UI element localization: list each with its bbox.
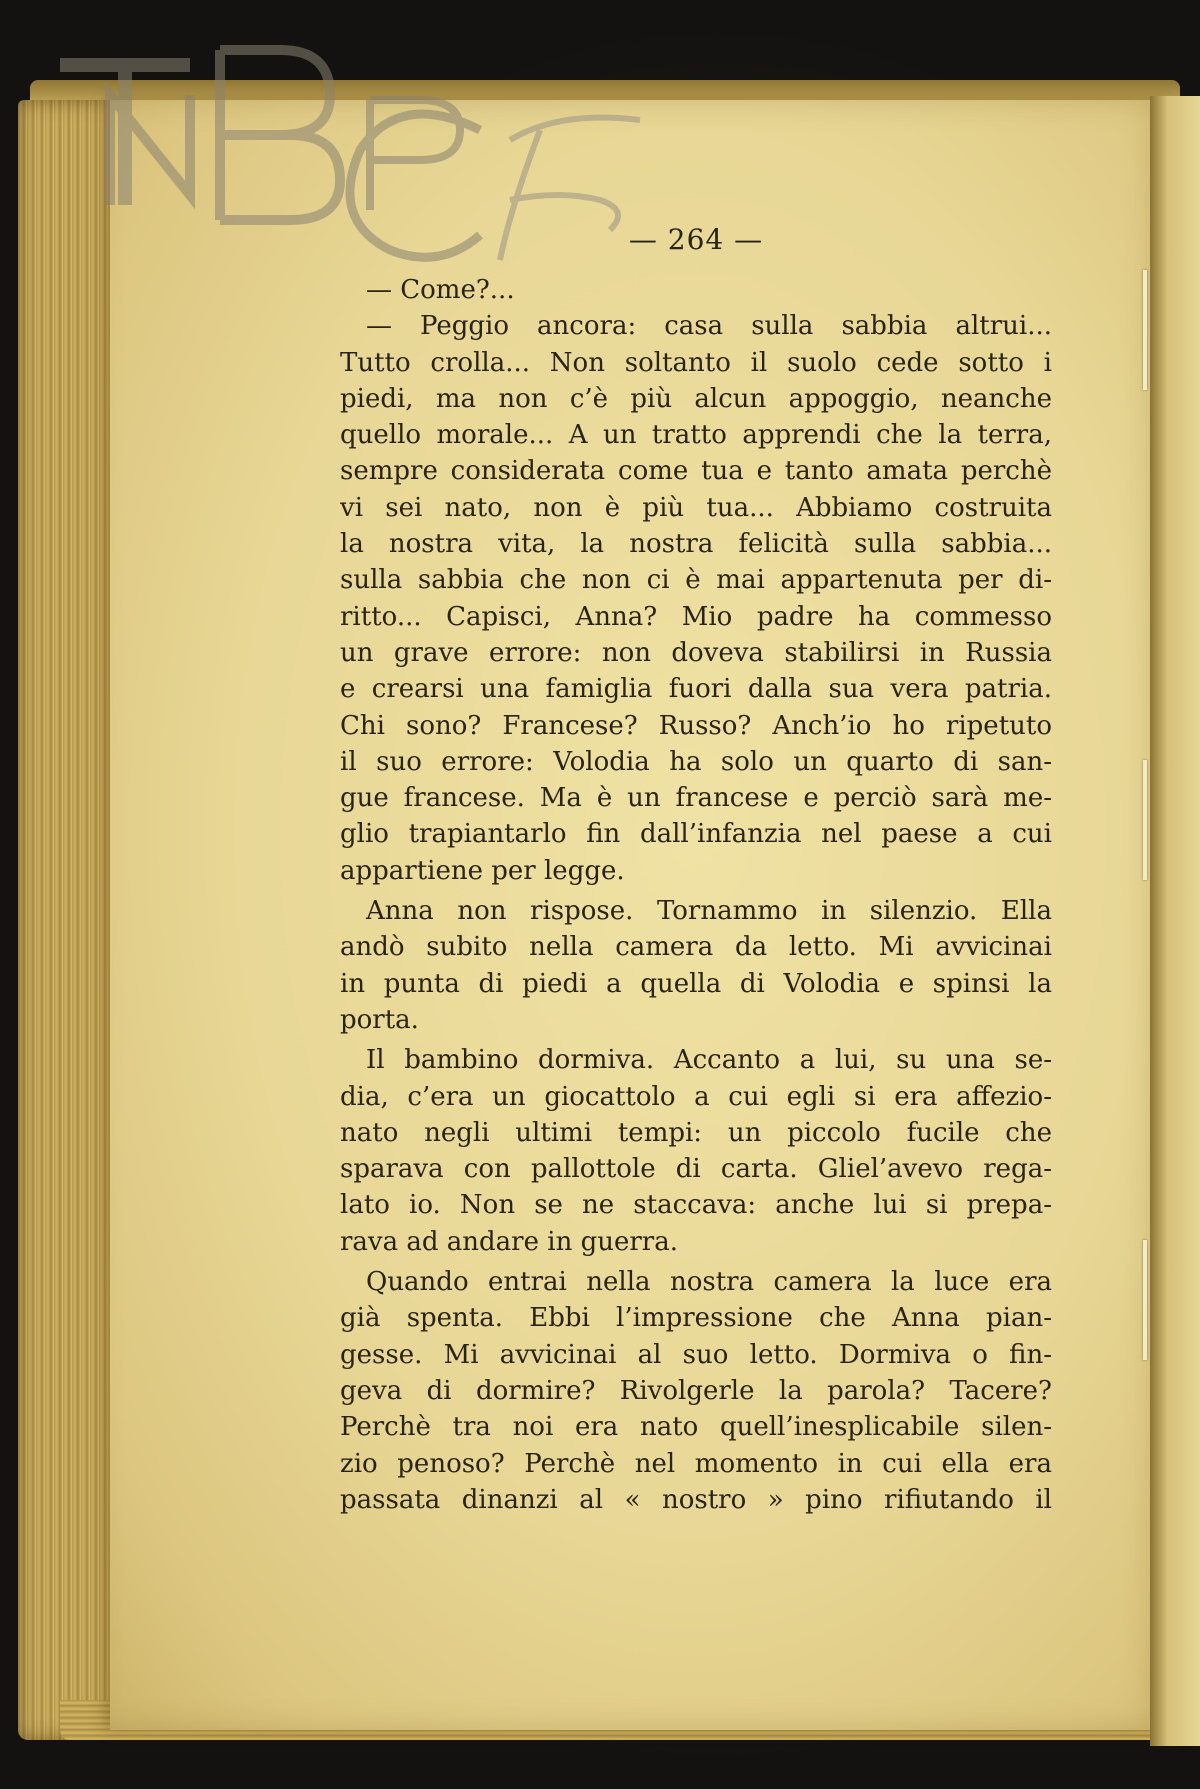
binding-stitch <box>1143 760 1147 880</box>
text-line: il suo errore: Volodia ha solo un quarto di san- <box>340 746 1052 777</box>
text-line: sempre considerata come tua e tanto amata perchè <box>340 456 1052 487</box>
text-line: già spenta. Ebbi l’impressione che Anna pian- <box>340 1303 1052 1334</box>
text-line: e crearsi una famiglia fuori dalla sua vera patria. <box>340 674 1052 705</box>
text-line: Il bambino dormiva. Accanto a lui, su una se- <box>366 1045 1052 1076</box>
text-line: lato io. Non se ne staccava: anche lui si prepa- <box>340 1190 1052 1221</box>
text-line: porta. <box>340 1004 419 1035</box>
text-line: quello morale... A un tratto apprendi che la terra, <box>340 420 1052 451</box>
text-line: zio penoso? Perchè nel momento in cui ella era <box>340 1448 1052 1479</box>
text-line: ritto... Capisci, Anna? Mio padre ha commesso <box>340 601 1052 632</box>
text-line: gesse. Mi avvicinai al suo letto. Dormiva o fin- <box>340 1339 1052 1370</box>
text-line: geva di dormire? Rivolgerle la parola? Tacere? <box>340 1375 1052 1406</box>
text-line: Anna non rispose. Tornammo in silenzio. Ella <box>366 896 1052 927</box>
text-lines <box>340 272 1052 1518</box>
text-line: sulla sabbia che non ci è mai appartenuta per di- <box>340 565 1052 596</box>
text-line: — Come?... <box>366 275 515 305</box>
text-line: piedi, ma non c’è più alcun appoggio, neanche <box>340 383 1052 414</box>
binding-stitch <box>1143 1240 1147 1360</box>
page-number: — 264 — <box>628 223 764 256</box>
text-line: gue francese. Ma è un francese e perciò sarà me- <box>340 783 1052 814</box>
book-gutter <box>1150 96 1200 1746</box>
text-line: la nostra vita, la nostra felicità sulla sabbia... <box>340 529 1052 560</box>
text-line: andò subito nella camera da letto. Mi avvicinai <box>340 932 1052 963</box>
text-line: vi sei nato, non è più tua... Abbiamo costruita <box>340 492 1052 523</box>
text-line: dia, c’era un giocattolo a cui egli si era affezio- <box>340 1081 1052 1112</box>
text-line: nato negli ultimi tempi: un piccolo fucile che <box>340 1117 1052 1148</box>
text-line: — Peggio ancora: casa sulla sabbia altrui... <box>366 311 1052 342</box>
page-text <box>340 222 1052 1518</box>
text-line: Tutto crolla... Non soltanto il suolo cede sotto i <box>340 347 1052 378</box>
text-line: sparava con pallottole di carta. Gliel’avevo rega- <box>340 1154 1052 1185</box>
text-line: rava ad andare in guerra. <box>340 1226 678 1257</box>
text-line: Chi sono? Francese? Russo? Anch’io ho ripetuto <box>340 710 1052 741</box>
text-line: in punta di piedi a quella di Volodia e spinsi la <box>340 968 1052 999</box>
text-line: glio trapiantarlo fin dall’infanzia nel paese a cui <box>340 819 1052 850</box>
text-line: Quando entrai nella nostra camera la luce era <box>366 1267 1052 1298</box>
text-line: appartiene per legge. <box>340 855 625 886</box>
text-line: passata dinanzi al « nostro » pino rifiutando il <box>340 1484 1052 1515</box>
text-line: un grave errore: non doveva stabilirsi in Russia <box>340 637 1052 668</box>
binding-stitch <box>1143 270 1147 390</box>
text-line: Perchè tra noi era nato quell’inesplicabile silen- <box>340 1412 1052 1443</box>
